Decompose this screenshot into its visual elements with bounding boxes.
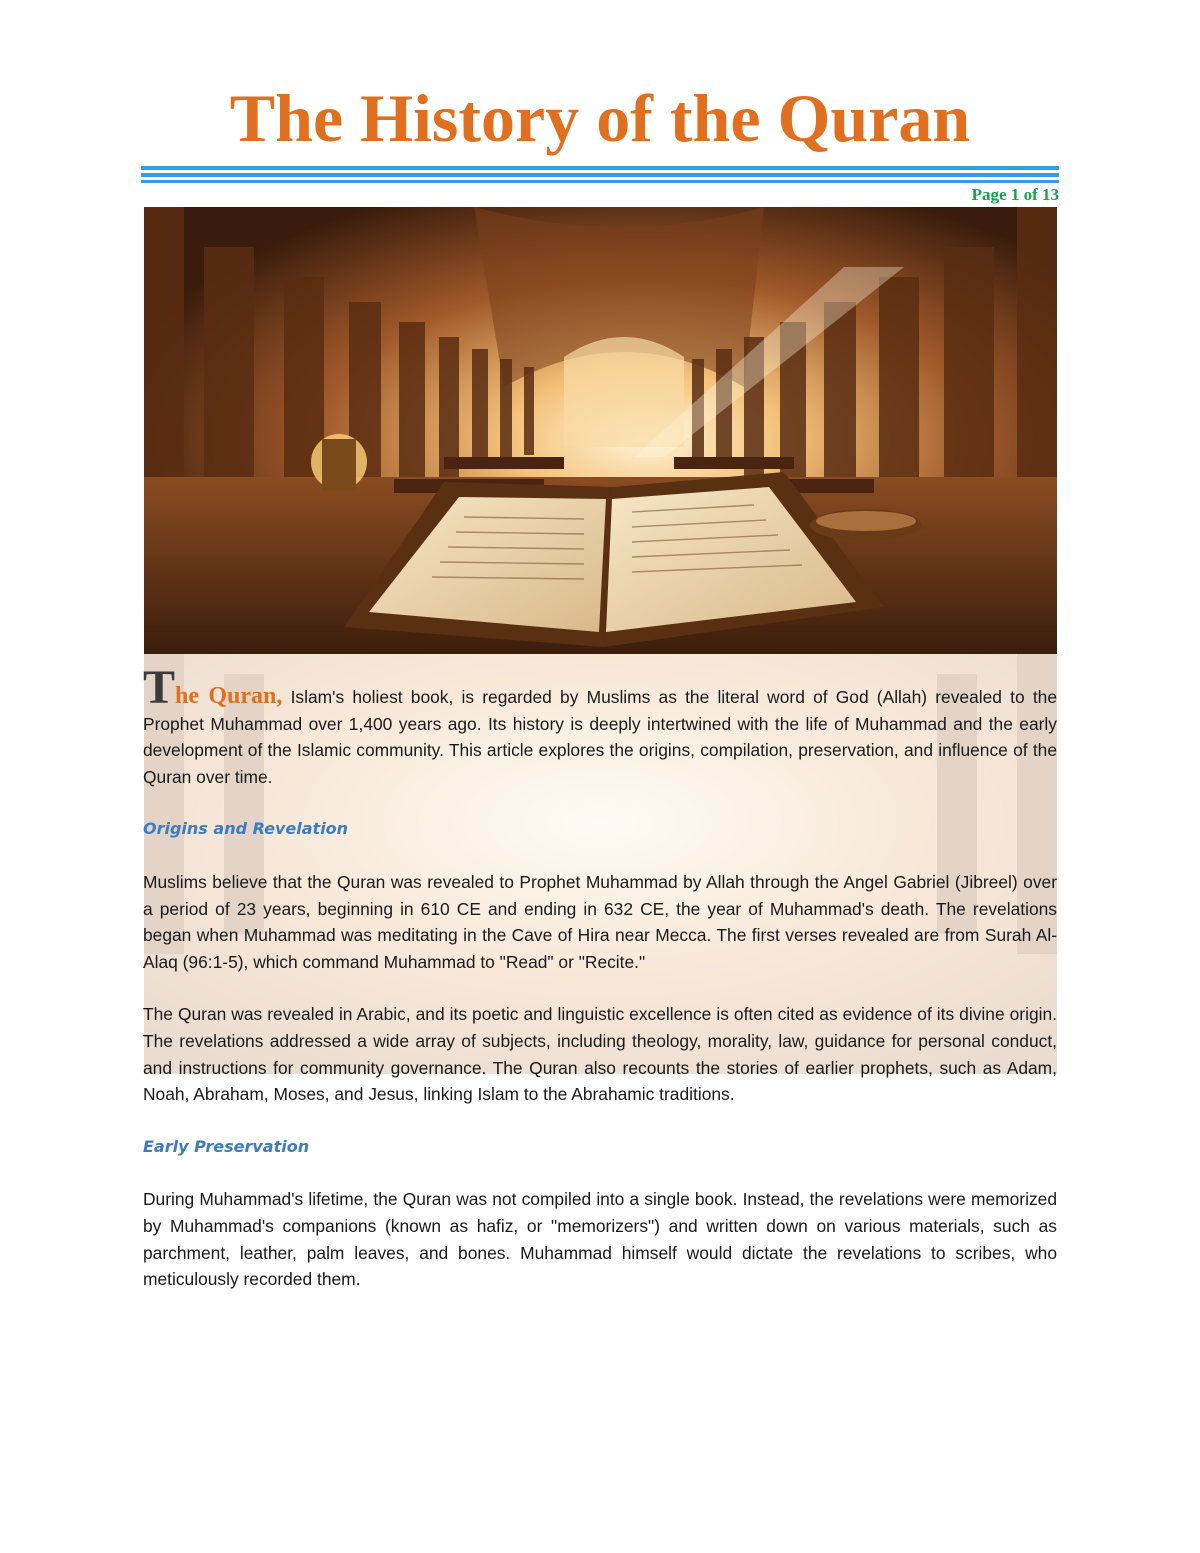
quran-library-illustration <box>144 207 1057 654</box>
intro-lead: he Quran, <box>175 683 283 709</box>
article-body <box>143 661 1057 1293</box>
drop-cap: T <box>143 661 176 714</box>
page-number: Page 1 of 13 <box>971 185 1059 204</box>
paragraph: Muslims believe that the Quran was revealed to Prophet Muhammad by Allah through the Angel Gabriel (Jibreel) over a period of 23 years, beginning in 610 CE and ending in 632 CE, the year of Muhammad's death. The revelations began when Muhammad was meditating in the Cave of Hira near Mecca. The first verses revealed are from Surah Al-Alaq (96:1-5), which command Muhammad to "Read" or "Recite." <box>143 871 1057 972</box>
title-divider <box>141 166 1059 183</box>
paragraph: The Quran was revealed in Arabic, and its poetic and linguistic excellence is often cited as evidence of its divine origin. The revelations addressed a wide array of subjects, including theology, morality, law, guidance for personal conduct, and instructions for community governance. The Quran also recounts the stories of earlier prophets, such as Adam, Noah, Abraham, Moses, and Jesus, linking Islam to the Abrahamic traditions. <box>143 1004 1057 1105</box>
section-heading-origins: Origins and Revelation <box>143 819 349 839</box>
intro-text: Islam's holiest book, is regarded by Muslims as the literal word of God (Allah) revealed to the Prophet Muhammad over 1,400 years ago. Its history is deeply intertwined with the life of Muhammad and the early development of the Islamic community. This article explores the origins, compilation, preservation, and influence of the Quran over time. <box>143 687 1057 787</box>
intro-paragraph <box>143 661 1057 790</box>
section-heading-early-preservation: Early Preservation <box>143 1136 310 1156</box>
paragraph: During Muhammad's lifetime, the Quran was not compiled into a single book. Instead, the revelations were memorized by Muhammad's companions (known as hafiz, or "memorizers") and written down on various materials, such as parchment, leather, palm leaves, and bones. Muhammad himself would dictate the revelations to scribes, who meticulously recorded them. <box>143 1189 1057 1290</box>
document-title: The History of the Quran <box>229 80 971 156</box>
